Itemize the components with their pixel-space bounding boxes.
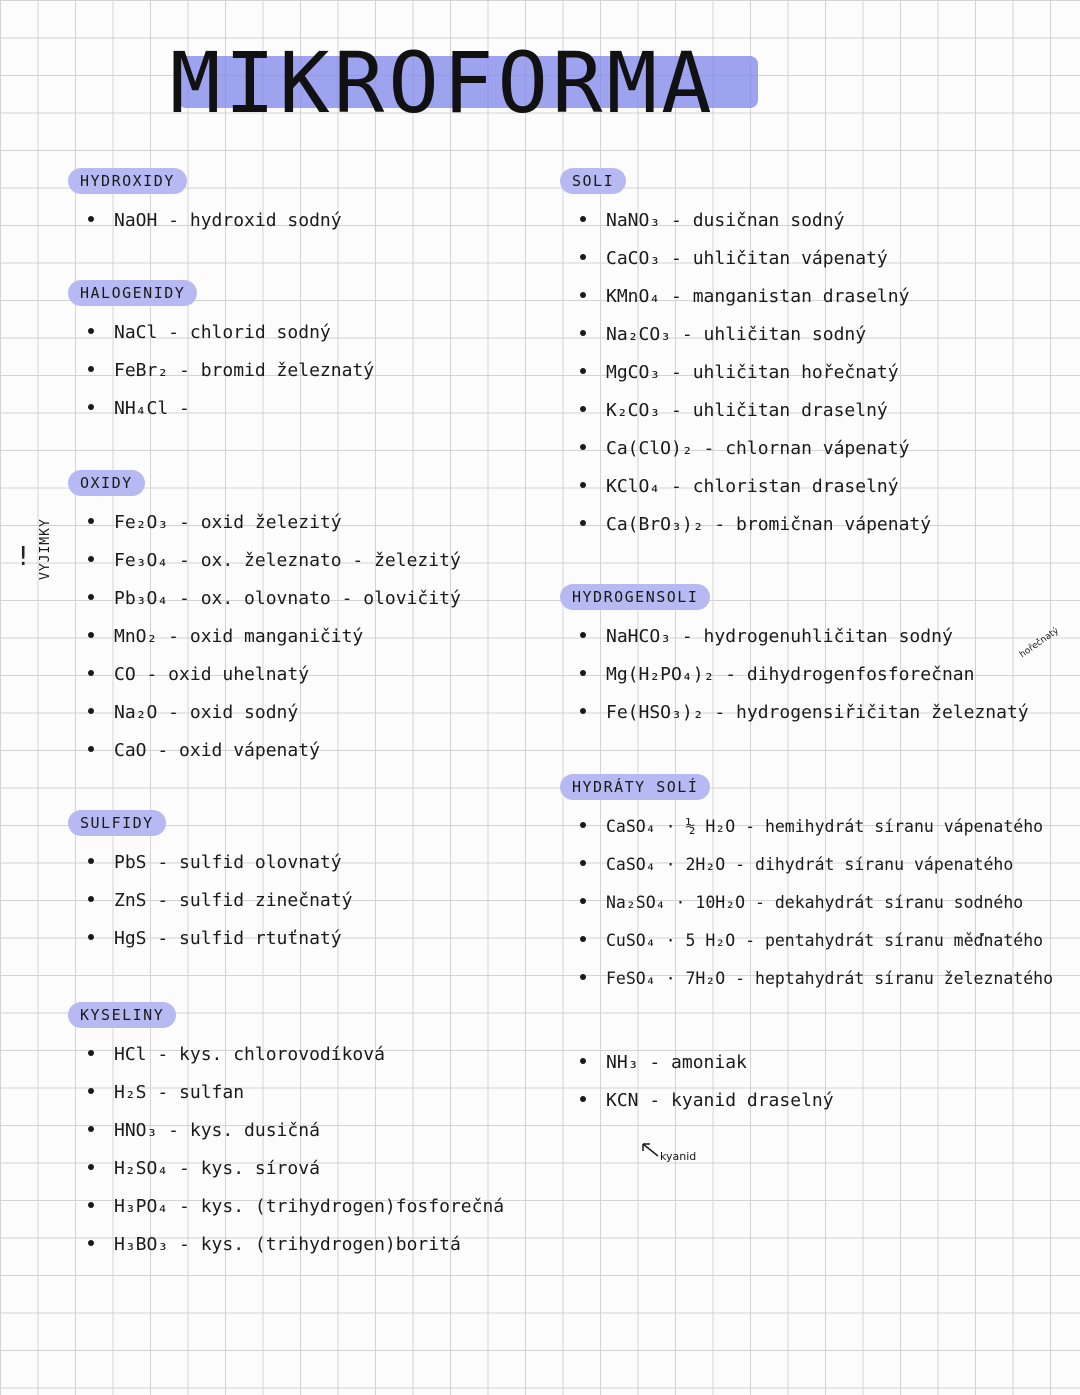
item-list bbox=[560, 618, 1029, 732]
side-note-horecnaty: hořečnatý bbox=[1018, 626, 1061, 661]
arrow-icon bbox=[640, 1140, 660, 1158]
item-text: KClO₄ - chloristan draselný bbox=[606, 476, 899, 497]
item-text: Na₂O - oxid sodný bbox=[114, 702, 299, 723]
item-text: Ca(ClO)₂ - chlornan vápenatý bbox=[606, 438, 910, 459]
bullet-icon bbox=[88, 708, 94, 714]
item-text: FeSO₄ · 7H₂O - heptahydrát síranu železnatého bbox=[606, 969, 1054, 988]
section-tag: SOLI bbox=[560, 168, 626, 194]
item-text: ZnS - sulfid zinečnatý bbox=[114, 890, 353, 911]
bullet-icon bbox=[88, 632, 94, 638]
list-item bbox=[560, 468, 899, 506]
item-text: CaO - oxid vápenatý bbox=[114, 740, 320, 761]
item-text: H₃BO₃ - kys. (trihydrogen)boritá bbox=[114, 1234, 461, 1255]
exclamation-mark: ! bbox=[18, 542, 29, 572]
section-oxidy bbox=[68, 470, 461, 770]
list-item bbox=[68, 1036, 385, 1074]
bullet-icon bbox=[580, 406, 586, 412]
list-item bbox=[560, 808, 1044, 846]
bullet-icon bbox=[580, 1096, 586, 1102]
bullet-icon bbox=[580, 860, 586, 866]
item-text: NH₄Cl - bbox=[114, 398, 190, 419]
item-list bbox=[68, 844, 353, 958]
bullet-icon bbox=[580, 330, 586, 336]
item-text: Mg(H₂PO₄)₂ - dihydrogenfosforečnan bbox=[606, 664, 975, 685]
list-item bbox=[560, 618, 953, 656]
item-text: K₂CO₃ - uhličitan draselný bbox=[606, 400, 888, 421]
item-text: PbS - sulfid olovnatý bbox=[114, 852, 342, 873]
bullet-icon bbox=[580, 292, 586, 298]
bullet-icon bbox=[580, 444, 586, 450]
bullet-icon bbox=[88, 670, 94, 676]
item-text: KMnO₄ - manganistan draselný bbox=[606, 286, 910, 307]
section-sulfidy bbox=[68, 810, 353, 958]
bullet-icon bbox=[88, 366, 94, 372]
list-item bbox=[560, 354, 899, 392]
list-item bbox=[560, 430, 910, 468]
bullet-icon bbox=[580, 936, 586, 942]
item-list bbox=[68, 1036, 505, 1264]
list-item bbox=[68, 920, 342, 958]
list-item bbox=[68, 1188, 505, 1226]
bullet-icon bbox=[580, 632, 586, 638]
item-text: HNO₃ - kys. dusičná bbox=[114, 1120, 320, 1141]
section-soli bbox=[560, 168, 932, 544]
list-item bbox=[560, 316, 867, 354]
bullet-icon bbox=[580, 254, 586, 260]
item-text: NaOH - hydroxid sodný bbox=[114, 210, 342, 231]
section-tag: OXIDY bbox=[68, 470, 145, 496]
bullet-icon bbox=[580, 822, 586, 828]
item-text: Fe(HSO₃)₂ - hydrogensiřičitan železnatý bbox=[606, 702, 1029, 723]
list-item bbox=[560, 656, 975, 694]
bullet-icon bbox=[580, 216, 586, 222]
item-text: KCN - kyanid draselný bbox=[606, 1090, 834, 1111]
bullet-icon bbox=[88, 1050, 94, 1056]
item-text: HgS - sulfid rtuťnatý bbox=[114, 928, 342, 949]
bullet-icon bbox=[88, 1240, 94, 1246]
item-text: H₂S - sulfan bbox=[114, 1082, 245, 1103]
item-text: Fe₃O₄ - ox. železnato - železitý bbox=[114, 550, 461, 571]
list-item bbox=[560, 240, 888, 278]
list-item bbox=[560, 278, 910, 316]
list-item bbox=[560, 960, 1054, 998]
item-text: CaSO₄ · ½ H₂O - hemihydrát síranu vápenatého bbox=[606, 817, 1044, 836]
item-text: FeBr₂ - bromid železnatý bbox=[114, 360, 375, 381]
item-text: MnO₂ - oxid manganičitý bbox=[114, 626, 364, 647]
item-text: CaSO₄ · 2H₂O - dihydrát síranu vápenatého bbox=[606, 855, 1014, 874]
list-item bbox=[560, 884, 1024, 922]
section-tag: SULFIDY bbox=[68, 810, 166, 836]
bullet-icon bbox=[88, 1088, 94, 1094]
list-item bbox=[68, 1150, 320, 1188]
list-item bbox=[68, 844, 342, 882]
bullet-icon bbox=[88, 1126, 94, 1132]
bullet-icon bbox=[88, 1164, 94, 1170]
bullet-icon bbox=[88, 934, 94, 940]
bullet-icon bbox=[580, 1058, 586, 1064]
bullet-icon bbox=[88, 518, 94, 524]
bullet-icon bbox=[88, 328, 94, 334]
list-item bbox=[68, 1226, 461, 1264]
bullet-icon bbox=[580, 708, 586, 714]
bullet-icon bbox=[580, 368, 586, 374]
list-item bbox=[68, 618, 364, 656]
list-item bbox=[560, 694, 1029, 732]
bullet-icon bbox=[88, 746, 94, 752]
item-text: H₃PO₄ - kys. (trihydrogen)fosforečná bbox=[114, 1196, 505, 1217]
list-item bbox=[68, 504, 342, 542]
section-tag: KYSELINY bbox=[68, 1002, 176, 1028]
list-item bbox=[68, 656, 310, 694]
bullet-icon bbox=[580, 520, 586, 526]
bullet-icon bbox=[88, 896, 94, 902]
bullet-icon bbox=[88, 594, 94, 600]
section-hydraty-soli bbox=[560, 774, 1054, 998]
section-hydroxidy bbox=[68, 168, 342, 240]
list-item bbox=[68, 1074, 245, 1112]
bullet-icon bbox=[88, 404, 94, 410]
list-item bbox=[560, 506, 932, 544]
bullet-icon bbox=[88, 858, 94, 864]
item-text: H₂SO₄ - kys. sírová bbox=[114, 1158, 320, 1179]
list-item bbox=[560, 392, 888, 430]
item-text: Pb₃O₄ - ox. olovnato - olovičitý bbox=[114, 588, 461, 609]
item-text: CO - oxid uhelnatý bbox=[114, 664, 310, 685]
list-item bbox=[68, 390, 197, 428]
sub-note-kyanid: kyanid bbox=[660, 1150, 697, 1163]
item-list bbox=[68, 504, 461, 770]
section-kyseliny bbox=[68, 1002, 505, 1264]
bullet-icon bbox=[580, 898, 586, 904]
list-item bbox=[560, 202, 845, 240]
list-item bbox=[560, 846, 1014, 884]
section-halogenidy bbox=[68, 280, 375, 428]
list-item bbox=[68, 202, 342, 240]
bullet-icon bbox=[580, 482, 586, 488]
bullet-icon bbox=[580, 670, 586, 676]
list-item bbox=[560, 922, 1044, 960]
section-tag: HYDROGENSOLI bbox=[560, 584, 710, 610]
item-text: NaCl - chlorid sodný bbox=[114, 322, 331, 343]
item-text: Na₂CO₃ - uhličitan sodný bbox=[606, 324, 867, 345]
title-text: MIKROFORMA bbox=[170, 34, 716, 132]
item-list bbox=[68, 314, 375, 428]
exceptions-label: VYJIMKY bbox=[38, 518, 53, 580]
item-text: NaHCO₃ - hydrogenuhličitan sodný bbox=[606, 626, 953, 647]
bullet-icon bbox=[88, 556, 94, 562]
section-hydrogensoli bbox=[560, 584, 1029, 732]
item-text: NH₃ - amoniak bbox=[606, 1052, 747, 1073]
item-text: MgCO₃ - uhličitan hořečnatý bbox=[606, 362, 899, 383]
item-text: NaNO₃ - dusičnan sodný bbox=[606, 210, 845, 231]
bullet-icon bbox=[88, 216, 94, 222]
item-text: Fe₂O₃ - oxid železitý bbox=[114, 512, 342, 533]
section-tag: HYDROXIDY bbox=[68, 168, 187, 194]
list-item bbox=[68, 732, 320, 770]
list-item bbox=[68, 882, 353, 920]
bullet-icon bbox=[580, 974, 586, 980]
list-item bbox=[68, 314, 331, 352]
item-list bbox=[560, 808, 1054, 998]
item-text: Na₂SO₄ · 10H₂O - dekahydrát síranu sodného bbox=[606, 893, 1024, 912]
item-text: CuSO₄ · 5 H₂O - pentahydrát síranu měďnatého bbox=[606, 931, 1044, 950]
list-item bbox=[68, 352, 375, 390]
section-tag: HALOGENIDY bbox=[68, 280, 197, 306]
list-item bbox=[68, 694, 299, 732]
item-text: Ca(BrO₃)₂ - bromičnan vápenatý bbox=[606, 514, 932, 535]
item-text: HCl - kys. chlorovodíková bbox=[114, 1044, 385, 1065]
item-text: CaCO₃ - uhličitan vápenatý bbox=[606, 248, 888, 269]
item-list bbox=[560, 202, 932, 544]
bullet-icon bbox=[88, 1202, 94, 1208]
list-item bbox=[68, 580, 461, 618]
item-list bbox=[68, 202, 342, 240]
section-tag: HYDRÁTY SOLÍ bbox=[560, 774, 710, 800]
list-item bbox=[68, 1112, 320, 1150]
list-item bbox=[68, 542, 461, 580]
page-title bbox=[170, 30, 770, 132]
